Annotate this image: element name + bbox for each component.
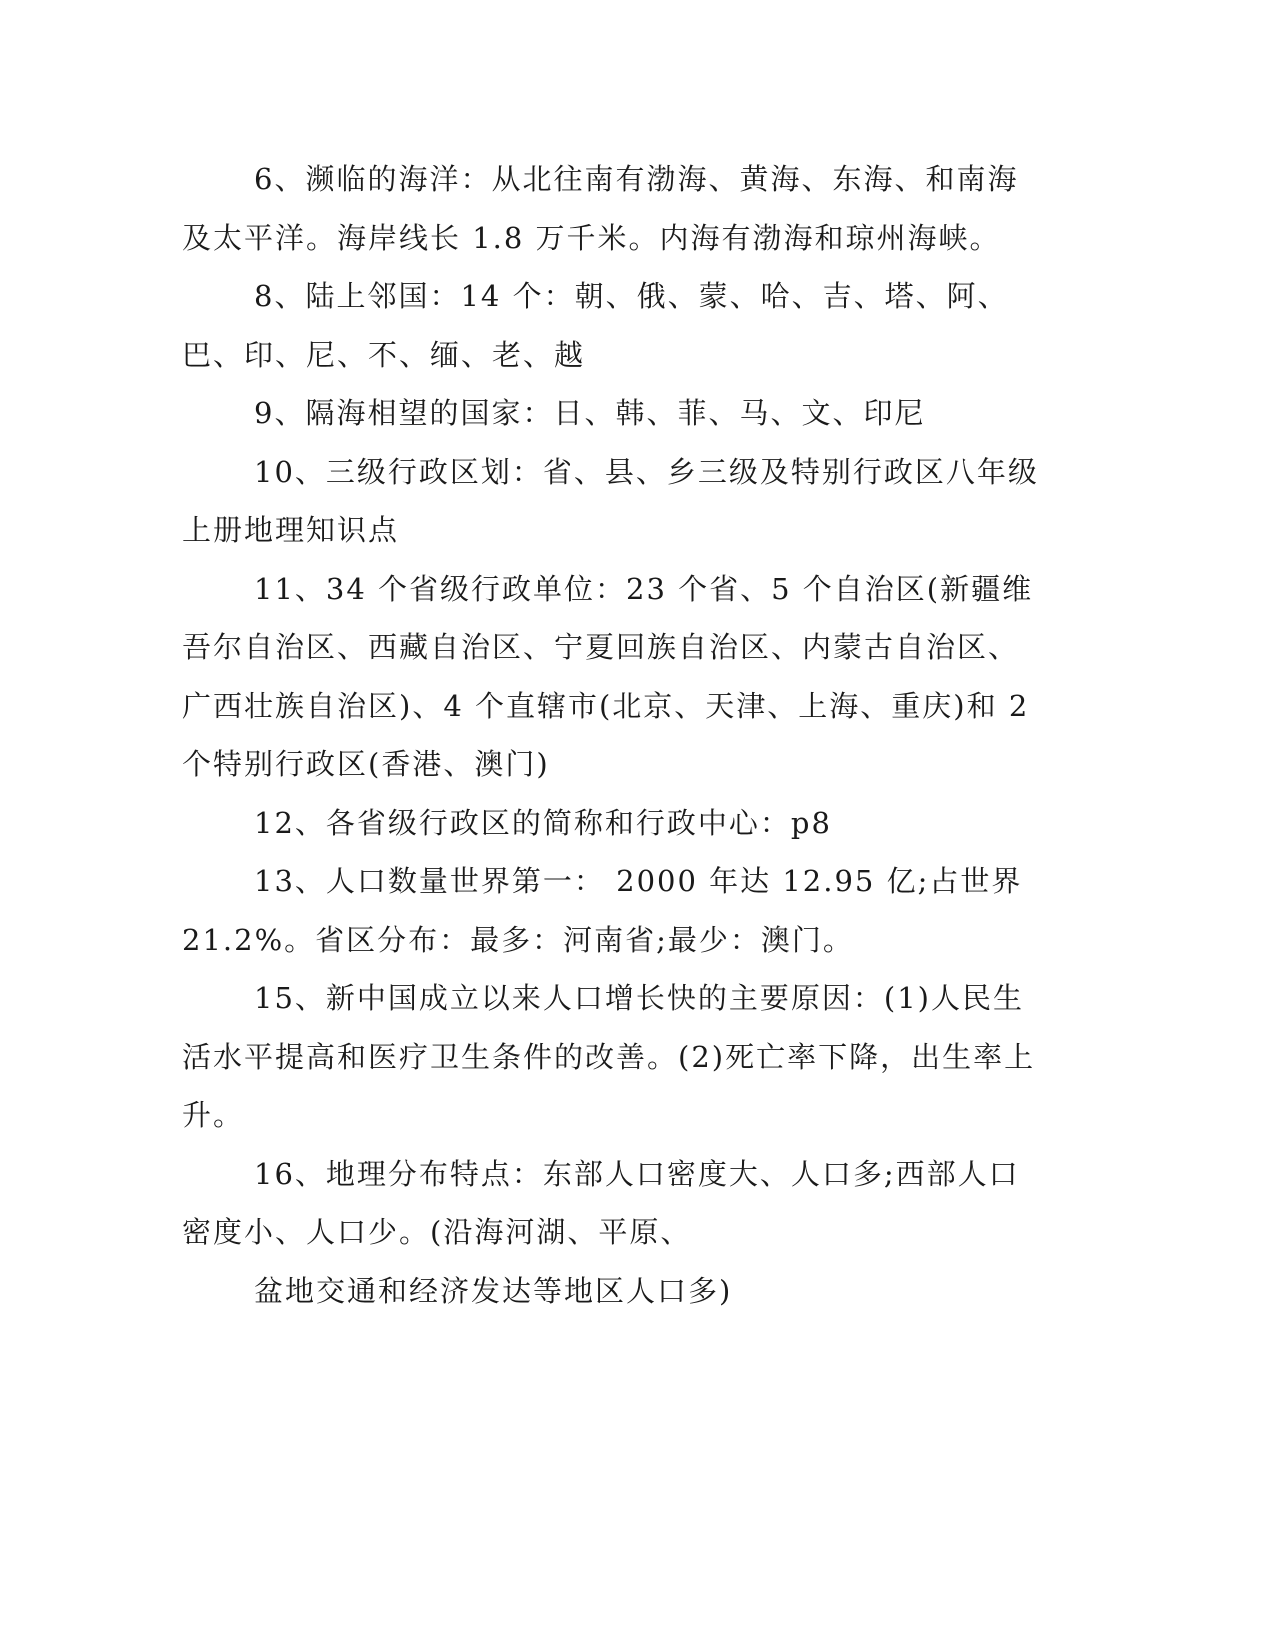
paragraph-11-provincial-units: 11、34 个省级行政单位：23 个省、5 个自治区(新疆维吾尔自治区、西藏自治区、宁夏回族自治区、内蒙古自治区、广西壮族自治区)、4 个直辖市(北京、天津、上海、重庆)和 2 个特别行政区(香港、澳门)	[182, 571, 1034, 781]
paragraph-16-distribution: 16、地理分布特点：东部人口密度大、人口多;西部人口密度小、人口少。(沿海河湖、平原、	[182, 1156, 1020, 1249]
paragraph-6-bordering-seas: 6、濒临的海洋：从北往南有渤海、黄海、东海、和南海及太平洋。海岸线长 1.8 万千米。内海有渤海和琼州海峡。	[182, 162, 1019, 255]
paragraph-9-overseas-neighbors: 9、隔海相望的国家：日、韩、菲、马、文、印尼	[254, 396, 926, 430]
paragraph-8-land-neighbors: 8、陆上邻国：14 个：朝、俄、蒙、哈、吉、塔、阿、巴、印、尼、不、缅、老、越	[182, 279, 1009, 372]
paragraph-15-growth-reasons: 15、新中国成立以来人口增长快的主要原因：(1)人民生活水平提高和医疗卫生条件的改善。(2)死亡率下降，出生率上升。	[182, 981, 1036, 1132]
paragraph-13-population: 13、人口数量世界第一： 2000 年达 12.95 亿;占世界 21.2%。省区分布：最多：河南省;最少：澳门。	[182, 864, 1023, 957]
paragraph-16-continuation: 盆地交通和经济发达等地区人口多)	[254, 1273, 733, 1308]
paragraph-10-administrative-levels: 10、三级行政区划：省、县、乡三级及特别行政区八年级上册地理知识点	[182, 454, 1039, 547]
document-body	[182, 150, 1042, 1320]
paragraph-12-abbreviations: 12、各省级行政区的简称和行政中心：p8	[254, 805, 832, 840]
